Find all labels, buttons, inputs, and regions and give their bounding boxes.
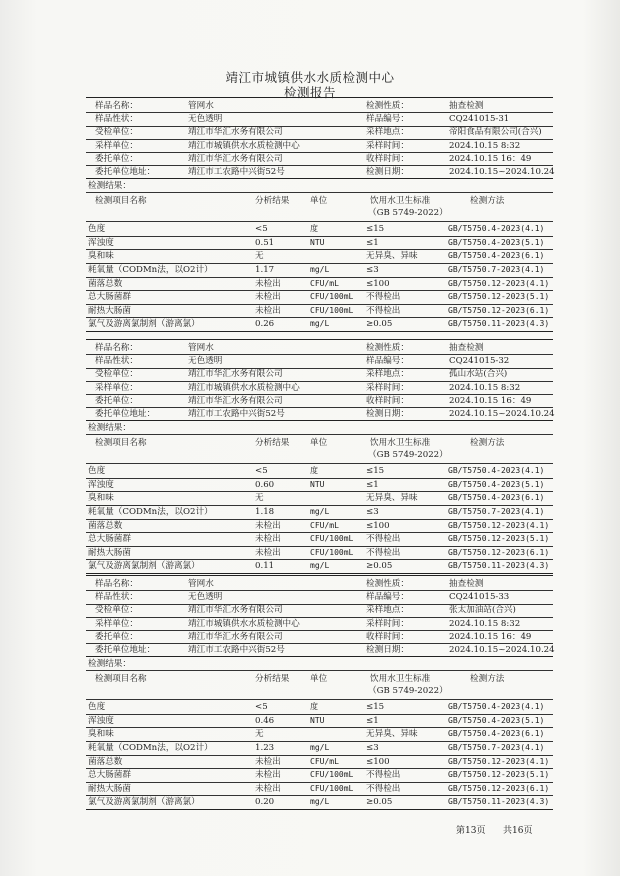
row-result: 1.23 (255, 743, 275, 753)
test-nature-value: 抽查检测 (449, 579, 484, 589)
row-method: GB/T5750.12-2023(5.1) (448, 534, 550, 544)
row-method: GB/T5750.4-2023(4.1) (448, 466, 545, 476)
row-unit: CFU/mL (310, 520, 339, 530)
row-item-name: 总大肠菌群 (88, 534, 131, 545)
divider (86, 656, 553, 657)
row-standard: ≤3 (366, 507, 379, 517)
sampling-site-value: 帝阳食品有限公司(合兴) (449, 127, 542, 138)
row-method: GB/T5750.12-2023(6.1) (448, 305, 550, 315)
label-sample-name: 样品名称： (95, 579, 138, 589)
row-standard: ≤100 (366, 756, 390, 767)
column-header-unit: 单位 (310, 674, 328, 685)
row-standard: ≤15 (366, 466, 385, 477)
divider (86, 699, 553, 700)
row-item-name: 色度 (88, 466, 106, 477)
row-item-name: 菌落总数 (88, 756, 123, 767)
label-sample-name: 样品名称： (95, 343, 138, 353)
row-result: 1.18 (255, 507, 275, 517)
column-header-standard: 饮用水卫生标准 (370, 674, 431, 685)
label-client-address: 委托单位地址： (95, 167, 156, 177)
label-sampling-site: 采样地点： (366, 369, 409, 380)
row-unit: mg/L (310, 743, 330, 752)
row-standard: 不得检出 (366, 547, 401, 558)
client-address-value: 靖江市工农路中兴街52号 (188, 167, 285, 177)
row-unit: mg/L (310, 561, 330, 571)
row-result: 未检出 (255, 534, 281, 545)
label-sampling-unit: 采样单位： (95, 382, 138, 393)
row-standard: ≤3 (366, 265, 379, 275)
row-method: GB/T5750.7-2023(4.1) (448, 265, 545, 274)
row-result: 未检出 (255, 305, 281, 316)
label-sampling-time: 采样时间： (366, 618, 409, 629)
label-test-nature: 检测性质： (366, 101, 409, 111)
label-sampling-site: 采样地点： (366, 605, 409, 616)
row-item-name: 氯气及游离氯制剂（游离氯） (88, 319, 200, 330)
sampling-time-value: 2024.10.15 8:32 (449, 382, 521, 393)
page-total: 共16页 (503, 826, 533, 836)
sampling-time-value: 2024.10.15 8:32 (449, 140, 521, 151)
inspected-unit-value: 靖江市华汇水务有限公司 (188, 369, 283, 380)
row-result: 无 (255, 729, 264, 740)
label-receive-time: 收样时间： (366, 153, 409, 164)
label-sampling-unit: 采样单位： (95, 140, 138, 151)
column-header-method: 检测方法 (470, 674, 505, 685)
page-number: 第13页 (456, 826, 486, 836)
column-header-result: 分析结果 (255, 674, 290, 685)
row-item-name: 浑浊度 (88, 715, 114, 726)
row-standard: 无异臭、异味 (366, 729, 418, 740)
sampling-unit-value: 靖江市城镇供水水质检测中心 (188, 618, 300, 629)
row-unit: CFU/mL (310, 756, 339, 766)
label-sample-name: 样品名称： (95, 101, 138, 111)
divider (86, 420, 553, 421)
row-result: 未检出 (255, 520, 281, 531)
results-heading: 检测结果： (88, 181, 131, 192)
row-standard: 无异臭、异味 (366, 493, 418, 504)
label-sample-state: 样品性状： (95, 114, 138, 125)
page-title: 靖江市城镇供水水质检测中心 (225, 70, 395, 85)
row-result: 1.17 (255, 265, 275, 275)
row-method: GB/T5750.12-2023(6.1) (448, 783, 550, 793)
row-unit: CFU/100mL (310, 547, 354, 557)
row-result: 0.26 (255, 319, 275, 330)
column-header-unit: 单位 (310, 438, 328, 449)
row-method: GB/T5750.11-2023(4.3) (448, 797, 550, 807)
row-unit: 度 (310, 702, 318, 712)
divider (86, 434, 553, 435)
row-result: 0.60 (255, 479, 275, 490)
test-date-value: 2024.10.15~2024.10.24 (449, 645, 555, 655)
column-header-method: 检测方法 (470, 438, 505, 449)
column-header-standard-code: （GB 5749-2022） (368, 686, 448, 697)
row-result: <5 (255, 702, 268, 713)
row-method: GB/T5750.4-2023(4.1) (448, 224, 545, 234)
divider (86, 192, 553, 193)
row-unit: CFU/100mL (310, 292, 354, 302)
divider (86, 463, 553, 464)
divider (86, 221, 553, 222)
inspected-unit-value: 靖江市华汇水务有限公司 (188, 127, 283, 138)
column-header-standard-code: （GB 5749-2022） (368, 208, 448, 219)
row-method: GB/T5750.7-2023(4.1) (448, 507, 545, 516)
row-result: 未检出 (255, 783, 281, 794)
label-sample-state: 样品性状： (95, 592, 138, 603)
row-item-name: 臭和味 (88, 251, 114, 262)
divider (86, 97, 553, 98)
row-result: 未检出 (255, 770, 281, 781)
row-method: GB/T5750.12-2023(4.1) (448, 278, 550, 288)
label-sample-no: 样品编号： (366, 592, 409, 603)
row-standard: ≤100 (366, 520, 390, 531)
column-header-standard: 饮用水卫生标准 (370, 438, 431, 449)
label-sample-state: 样品性状： (95, 356, 138, 367)
row-method: GB/T5750.4-2023(6.1) (448, 251, 545, 261)
row-result: 未检出 (255, 756, 281, 767)
test-date-value: 2024.10.15~2024.10.24 (449, 167, 555, 177)
row-standard: ≥0.05 (366, 797, 393, 808)
row-unit: mg/L (310, 319, 330, 329)
row-standard: ≤100 (366, 278, 390, 289)
row-item-name: 耐热大肠菌 (88, 305, 131, 316)
label-sampling-time: 采样时间： (366, 382, 409, 393)
sample-name-value: 管网水 (188, 101, 214, 111)
row-standard: 无异臭、异味 (366, 251, 418, 262)
row-unit: 度 (310, 466, 318, 476)
receive-time-value: 2024.10.15 16：49 (449, 153, 532, 164)
row-standard: ≤1 (366, 237, 379, 248)
column-header-item: 检测项目名称 (95, 674, 147, 685)
divider (86, 331, 553, 332)
row-standard: 不得检出 (366, 783, 401, 794)
sample-no-value: CQ241015-31 (449, 114, 510, 125)
row-result: 未检出 (255, 547, 281, 558)
row-method: GB/T5750.12-2023(4.1) (448, 756, 550, 766)
row-unit: CFU/100mL (310, 770, 354, 780)
row-standard: 不得检出 (366, 292, 401, 303)
label-inspected-unit: 受检单位： (95, 605, 138, 616)
row-method: GB/T5750.4-2023(6.1) (448, 493, 545, 503)
row-standard: ≤1 (366, 715, 379, 726)
client-unit-value: 靖江市华汇水务有限公司 (188, 395, 283, 406)
row-unit: NTU (310, 715, 325, 725)
row-standard: ≤15 (366, 702, 385, 713)
sample-no-value: CQ241015-33 (449, 592, 510, 603)
test-nature-value: 抽查检测 (449, 101, 484, 111)
row-item-name: 总大肠菌群 (88, 770, 131, 781)
column-header-item: 检测项目名称 (95, 438, 147, 449)
sample-state-value: 无色透明 (188, 356, 223, 367)
label-client-address: 委托单位地址： (95, 645, 156, 655)
row-unit: CFU/100mL (310, 305, 354, 315)
row-result: <5 (255, 466, 268, 477)
row-item-name: 耐热大肠菌 (88, 547, 131, 558)
column-header-unit: 单位 (310, 196, 328, 207)
row-unit: mg/L (310, 507, 330, 516)
divider (86, 573, 553, 574)
sampling-site-value: 孤山水站(合兴) (449, 369, 508, 380)
row-unit: NTU (310, 237, 325, 247)
sampling-unit-value: 靖江市城镇供水水质检测中心 (188, 140, 300, 151)
row-unit: CFU/100mL (310, 534, 354, 544)
row-unit: NTU (310, 479, 325, 489)
label-receive-time: 收样时间： (366, 631, 409, 642)
row-method: GB/T5750.4-2023(5.1) (448, 237, 545, 247)
row-unit: mg/L (310, 265, 330, 274)
row-method: GB/T5750.7-2023(4.1) (448, 743, 545, 752)
row-item-name: 浑浊度 (88, 479, 114, 490)
results-heading: 检测结果： (88, 659, 131, 670)
row-method: GB/T5750.4-2023(6.1) (448, 729, 545, 739)
sampling-site-value: 张太加油站(合兴) (449, 605, 516, 616)
column-header-item: 检测项目名称 (95, 196, 147, 207)
row-item-name: 耗氧量（CODMn法，以O2计） (88, 507, 213, 517)
row-method: GB/T5750.12-2023(4.1) (448, 520, 550, 530)
row-item-name: 菌落总数 (88, 278, 123, 289)
row-item-name: 氯气及游离氯制剂（游离氯） (88, 561, 200, 572)
label-receive-time: 收样时间： (366, 395, 409, 406)
label-client-unit: 委托单位： (95, 153, 138, 164)
column-header-standard: 饮用水卫生标准 (370, 196, 431, 207)
label-test-date: 检测日期： (366, 409, 409, 419)
row-standard: ≤3 (366, 743, 379, 753)
client-unit-value: 靖江市华汇水务有限公司 (188, 631, 283, 642)
row-method: GB/T5750.4-2023(5.1) (448, 715, 545, 725)
row-method: GB/T5750.12-2023(5.1) (448, 770, 550, 780)
row-item-name: 色度 (88, 702, 106, 713)
row-method: GB/T5750.4-2023(5.1) (448, 479, 545, 489)
label-client-unit: 委托单位： (95, 395, 138, 406)
row-standard: 不得检出 (366, 534, 401, 545)
row-standard: ≥0.05 (366, 561, 393, 572)
label-sampling-unit: 采样单位： (95, 618, 138, 629)
sample-state-value: 无色透明 (188, 114, 223, 125)
test-nature-value: 抽查检测 (449, 343, 484, 353)
label-test-date: 检测日期： (366, 645, 409, 655)
row-unit: CFU/100mL (310, 783, 354, 793)
row-item-name: 总大肠菌群 (88, 292, 131, 303)
row-standard: ≤15 (366, 224, 385, 235)
client-address-value: 靖江市工农路中兴街52号 (188, 645, 285, 655)
row-standard: 不得检出 (366, 305, 401, 316)
row-result: 未检出 (255, 292, 281, 303)
label-sample-no: 样品编号： (366, 114, 409, 125)
row-result: 无 (255, 493, 264, 504)
row-item-name: 耗氧量（CODMn法，以O2计） (88, 265, 213, 275)
receive-time-value: 2024.10.15 16：49 (449, 395, 532, 406)
column-header-result: 分析结果 (255, 196, 290, 207)
row-standard: ≤1 (366, 479, 379, 490)
divider (86, 575, 553, 576)
sampling-time-value: 2024.10.15 8:32 (449, 618, 521, 629)
row-item-name: 浑浊度 (88, 237, 114, 248)
label-inspected-unit: 受检单位： (95, 127, 138, 138)
column-header-result: 分析结果 (255, 438, 290, 449)
row-method: GB/T5750.11-2023(4.3) (448, 561, 550, 571)
sample-name-value: 管网水 (188, 343, 214, 353)
test-date-value: 2024.10.15~2024.10.24 (449, 409, 555, 419)
inspected-unit-value: 靖江市华汇水务有限公司 (188, 605, 283, 616)
label-sample-no: 样品编号： (366, 356, 409, 367)
label-client-address: 委托单位地址： (95, 409, 156, 419)
row-item-name: 耗氧量（CODMn法，以O2计） (88, 743, 213, 753)
row-result: 0.11 (255, 561, 275, 572)
row-result: 未检出 (255, 278, 281, 289)
divider (86, 670, 553, 671)
divider (86, 178, 553, 179)
page-subtitle: 检测报告 (283, 85, 336, 100)
label-test-nature: 检测性质： (366, 343, 409, 353)
row-result: 0.51 (255, 237, 275, 248)
receive-time-value: 2024.10.15 16：49 (449, 631, 532, 642)
row-result: 0.46 (255, 715, 275, 726)
row-item-name: 臭和味 (88, 729, 114, 740)
row-unit: mg/L (310, 797, 330, 807)
row-item-name: 色度 (88, 224, 106, 235)
label-client-unit: 委托单位： (95, 631, 138, 642)
label-test-nature: 检测性质： (366, 579, 409, 589)
sample-state-value: 无色透明 (188, 592, 223, 603)
sampling-unit-value: 靖江市城镇供水水质检测中心 (188, 382, 300, 393)
row-item-name: 耐热大肠菌 (88, 783, 131, 794)
client-unit-value: 靖江市华汇水务有限公司 (188, 153, 283, 164)
row-unit: CFU/mL (310, 278, 339, 288)
column-header-method: 检测方法 (470, 196, 505, 207)
row-result: 无 (255, 251, 264, 262)
row-method: GB/T5750.12-2023(6.1) (448, 547, 550, 557)
row-method: GB/T5750.11-2023(4.3) (448, 319, 550, 329)
row-item-name: 菌落总数 (88, 520, 123, 531)
label-sampling-time: 采样时间： (366, 140, 409, 151)
divider (86, 339, 553, 340)
row-standard: 不得检出 (366, 770, 401, 781)
label-sampling-site: 采样地点： (366, 127, 409, 138)
row-method: GB/T5750.4-2023(4.1) (448, 702, 545, 712)
row-result: 0.20 (255, 797, 275, 808)
results-heading: 检测结果： (88, 423, 131, 434)
row-item-name: 氯气及游离氯制剂（游离氯） (88, 797, 200, 808)
column-header-standard-code: （GB 5749-2022） (368, 450, 448, 461)
sample-no-value: CQ241015-32 (449, 356, 510, 367)
client-address-value: 靖江市工农路中兴街52号 (188, 409, 285, 419)
label-test-date: 检测日期： (366, 167, 409, 177)
row-standard: ≥0.05 (366, 319, 393, 330)
row-method: GB/T5750.12-2023(5.1) (448, 292, 550, 302)
label-inspected-unit: 受检单位： (95, 369, 138, 380)
sample-name-value: 管网水 (188, 579, 214, 589)
row-result: <5 (255, 224, 268, 235)
row-unit: 度 (310, 224, 318, 234)
row-item-name: 臭和味 (88, 493, 114, 504)
divider (86, 809, 553, 810)
